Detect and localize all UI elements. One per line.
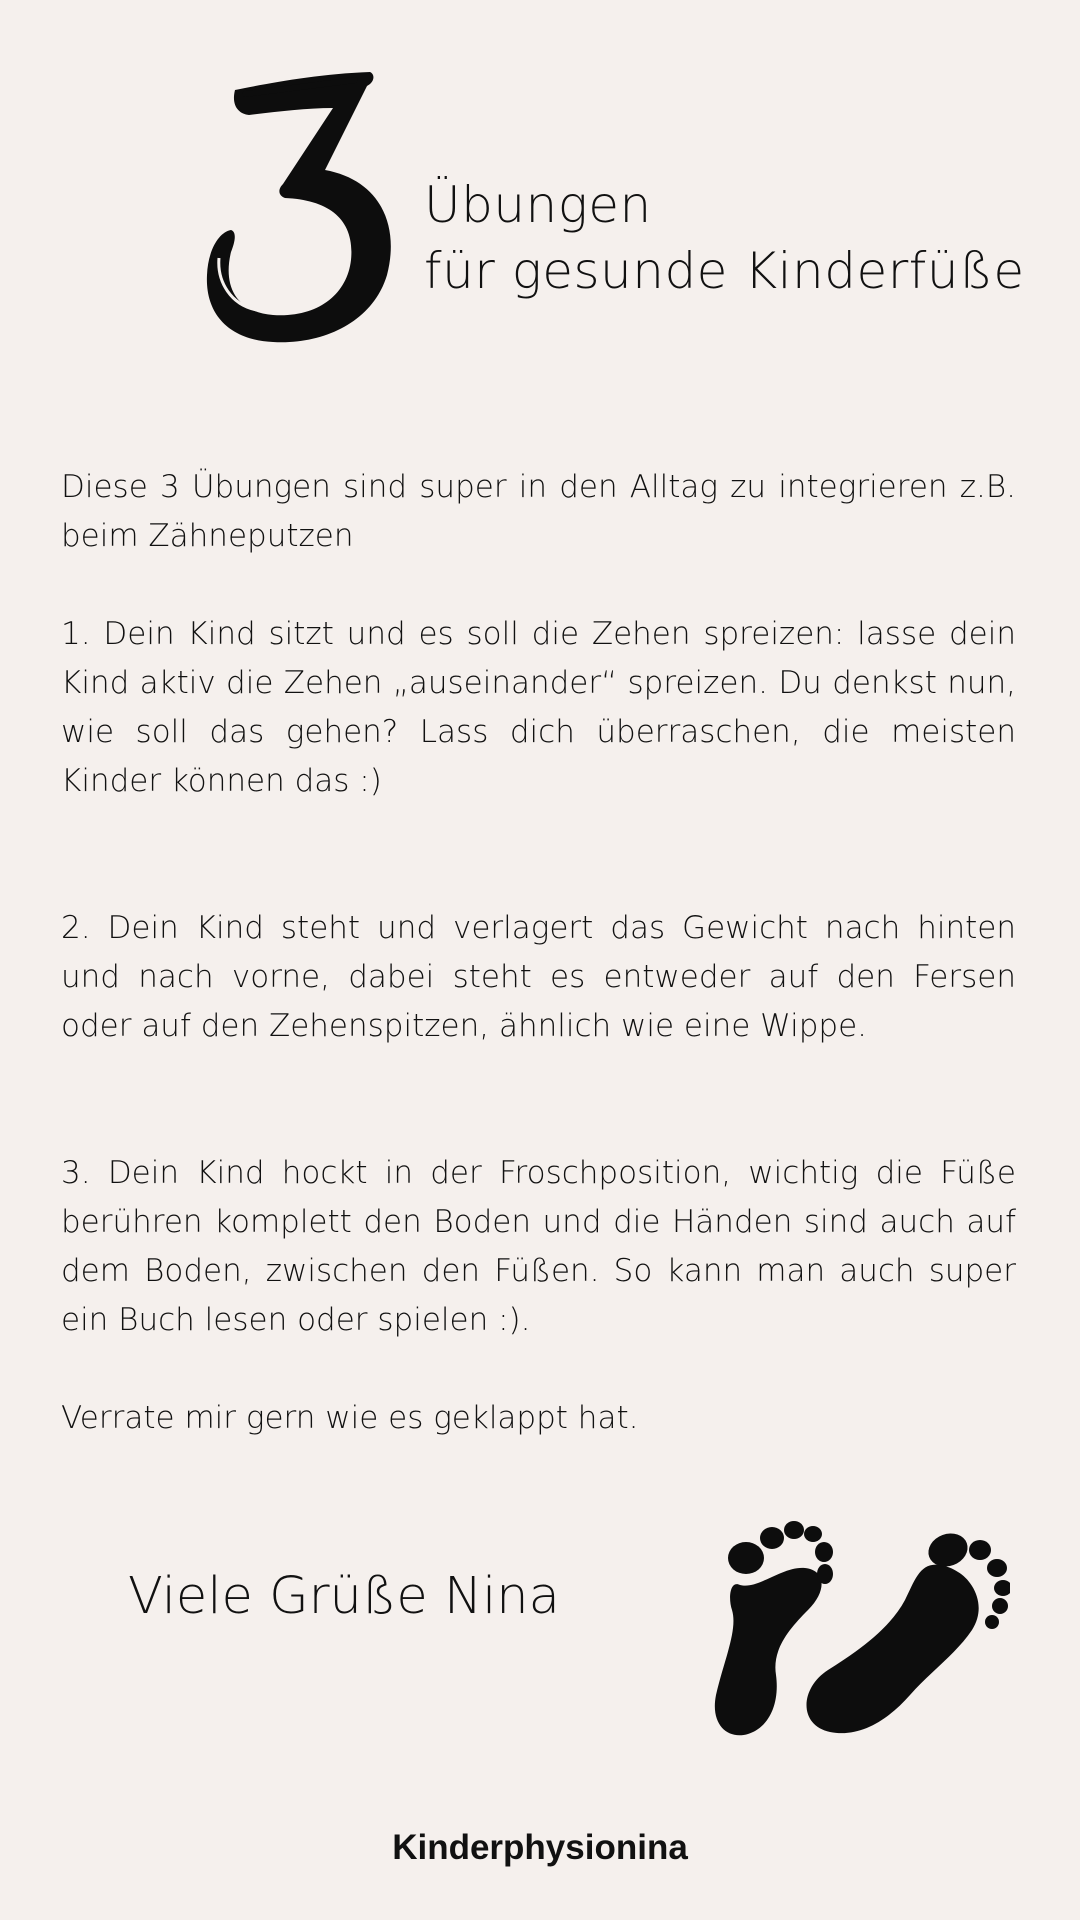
signature-greeting: Viele Grüße Nina (128, 1567, 560, 1626)
header (0, 0, 1080, 360)
baby-footprints-icon (710, 1510, 1010, 1740)
closing-text: Verrate mir gern wie es geklappt hat. (61, 1400, 639, 1436)
exercise-3 (61, 1149, 1016, 1345)
intro-paragraph (61, 463, 1016, 561)
title-line-1: Übungen (424, 176, 652, 234)
closing-note (61, 1394, 1016, 1443)
exercise-1 (61, 610, 1016, 806)
exercise-1-text: 1. Dein Kind sitzt und es soll die Zehen spreizen: lasse dein Kind aktiv die Zehen „auseinander“ spreizen. Du denkst nun, wie soll das gehen? Lass dich überraschen, die meisten Kinder können das :) (61, 616, 1016, 799)
title-line-2: für gesunde Kinderfüße (424, 242, 1025, 300)
exercise-2 (61, 904, 1016, 1051)
exercise-2-text: 2. Dein Kind steht und verlagert das Gewicht nach hinten und nach vorne, dabei steht es entweder auf den Fersen oder auf den Zehenspitzen, ähnlich wie eine Wippe. (61, 910, 1016, 1044)
intro-text: Diese 3 Übungen sind super in den Alltag zu integrieren z.B. beim Zähneputzen (61, 469, 1016, 554)
right-footprint (807, 1528, 1011, 1733)
brand-name: Kinderphysionina (392, 1828, 688, 1867)
exercise-3-text: 3. Dein Kind hockt in der Froschposition, wichtig die Füße berühren komplett den Boden und die Händen sind auch auf dem Boden, zwischen den Füßen. So kann man auch super ein Buch lesen oder spielen :). (61, 1155, 1016, 1338)
brush-number-three-icon (205, 60, 405, 350)
